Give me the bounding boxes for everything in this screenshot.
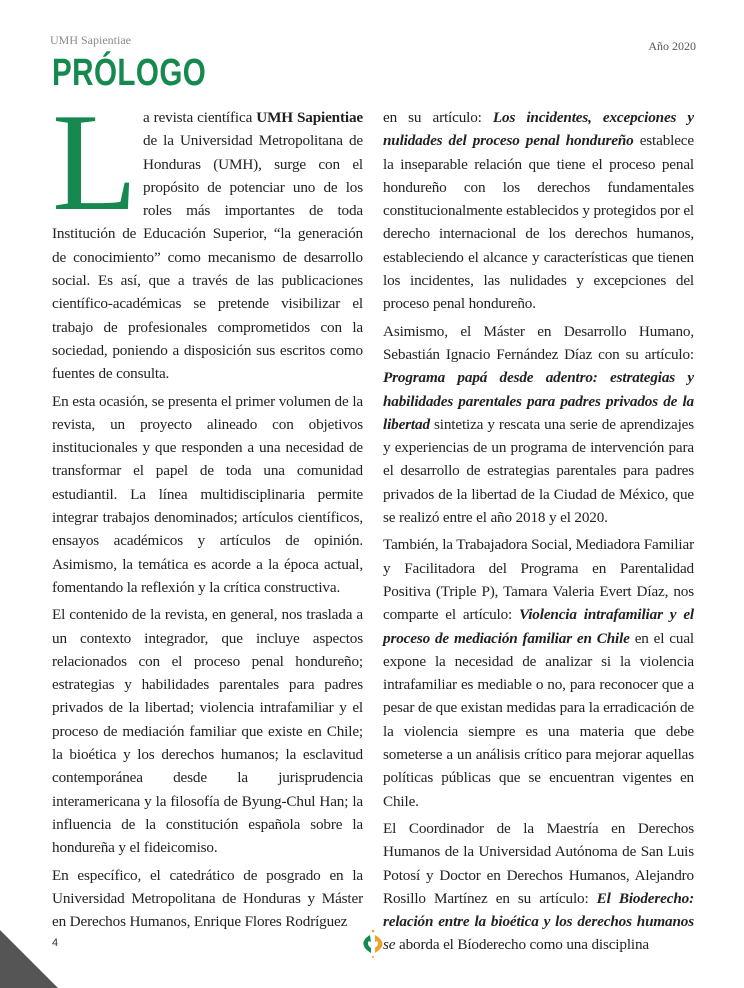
text-run: establece la inseparable relación que tiene el proceso penal hondureño con los derechos fundamentales constitucionalmente establecidos y protegidos por el derecho internacional de los derechos humanos, estableciendo el alcance y características que tienen los incidentes, las nulidades y excepciones del proceso penal hondureño. (383, 132, 694, 313)
issue-year: Año 2020 (648, 39, 696, 53)
text-run: Asimismo, el Máster en Desarrollo Humano, Sebastián Ignacio Fernández Díaz con su artículo: (383, 322, 694, 363)
text-run: También, la Trabajadora Social, Mediadora Familiar y Facilitadora del Programa en Parentalidad Positiva (Triple P), Tamara Valeria Evert Díaz, nos comparte el artículo: (383, 536, 694, 624)
paragraph (383, 320, 694, 530)
paragraph (52, 603, 363, 859)
umh-logo-icon (359, 929, 387, 959)
text-run: En específico, el catedrático de posgrado en la Universidad Metropolitana de Honduras y Máster en Derechos Humanos, Enrique Flores Rodríguez (52, 866, 363, 931)
page-title: PRÓLOGO (52, 52, 207, 94)
paragraph (52, 390, 363, 600)
text-run: a revista científica (143, 109, 257, 126)
text-run: aborda el Bíoderecho como una disciplina (395, 936, 649, 954)
running-title: UMH Sapientiae (50, 33, 131, 47)
page-number: 4 (52, 937, 59, 949)
paragraph (383, 106, 694, 316)
text-run: de la Universidad Metropolitana de Honduras (UMH), surge con el propósito de potenciar uno de los roles más importantes de toda Institución de Educación Superior, “la generación de conocimiento” como mecanismo de desarrollo social. Es así, que a través de las publicaciones científico-académicas se pretende visibilizar el trabajo de profesionales comprometidos con la sociedad, poniendo a disposición sus escritos como fuentes de consulta. (52, 132, 363, 383)
paragraph (383, 533, 694, 813)
text-run: El contenido de la revista, en general, nos traslada a un contexto integrador, que incluye aspectos relacionados con el proceso penal hondureño; estrategias y habilidades parentales para padres privados de la libertad; violencia intrafamiliar y el proceso de mediación familiar que existe en Chile; la bioética y los derechos humanos; la esclavitud contemporánea desde la jurisprudencia interamericana y la filosofía de Byung-Chul Han; la influencia de la constitución española sobre la hondureña y el fideicomiso. (52, 606, 363, 857)
corner-decoration (0, 930, 58, 988)
paragraph (52, 864, 363, 934)
text-run: en el cual expone la necesidad de analizar si la violencia intrafamiliar es mediable o no, para reconocer que a pesar de que existan medidas para la erradicación de la violencia siempre es una materia que debe someterse a un análisis crítico para mejorar aquellas políticas públicas que se encuentran vigentes en Chile. (383, 629, 694, 810)
emphasized-text: El Bioderecho: relación entre la bioética y los derechos humanos (383, 889, 694, 931)
emphasized-text: se (383, 936, 396, 954)
text-run: en su artículo: (383, 109, 493, 126)
right-column (383, 106, 694, 961)
left-column (52, 106, 363, 937)
emphasized-text: UMH Sapientiae (256, 109, 363, 126)
text-run: En esta ocasión, se presenta el primer volumen de la revista, un proyecto alineado con objetivos institucionales y que responden a una necesidad de transformar el papel de toda una comunidad estudiantil. La línea multidisciplinaria permite integrar trabajos denominados; artículos científicos, ensayos académicos y artículos de opinión. Asimismo, la temática es acorde a la época actual, fomentando la reflexión y la crítica constructiva. (52, 392, 363, 596)
paragraph (383, 817, 694, 957)
text-run: sintetiza y rescata una serie de aprendizajes y experiencias de un programa de intervención para el desarrollo de estrategias parentales para padres privados de la libertad de la Ciudad de México, que se realizó entre el año 2018 y el 2020. (383, 415, 694, 527)
emphasized-text: Los incidentes, excepciones y nulidades del proceso penal hondureño (383, 109, 695, 150)
emphasized-text: Programa papá desde adentro: estrategias y habilidades parentales para padres privados de la libertad (383, 369, 694, 433)
drop-cap: L (52, 110, 138, 222)
text-run: El Coordinador de la Maestría en Derechos Humanos de la Universidad Autónoma de San Luis Potosí y Doctor en Derechos Humanos, Alejandro Rosillo Martínez en su artículo: (383, 819, 694, 907)
emphasized-text: Violencia intrafamiliar y el proceso de mediación familiar en Chile (383, 606, 694, 647)
